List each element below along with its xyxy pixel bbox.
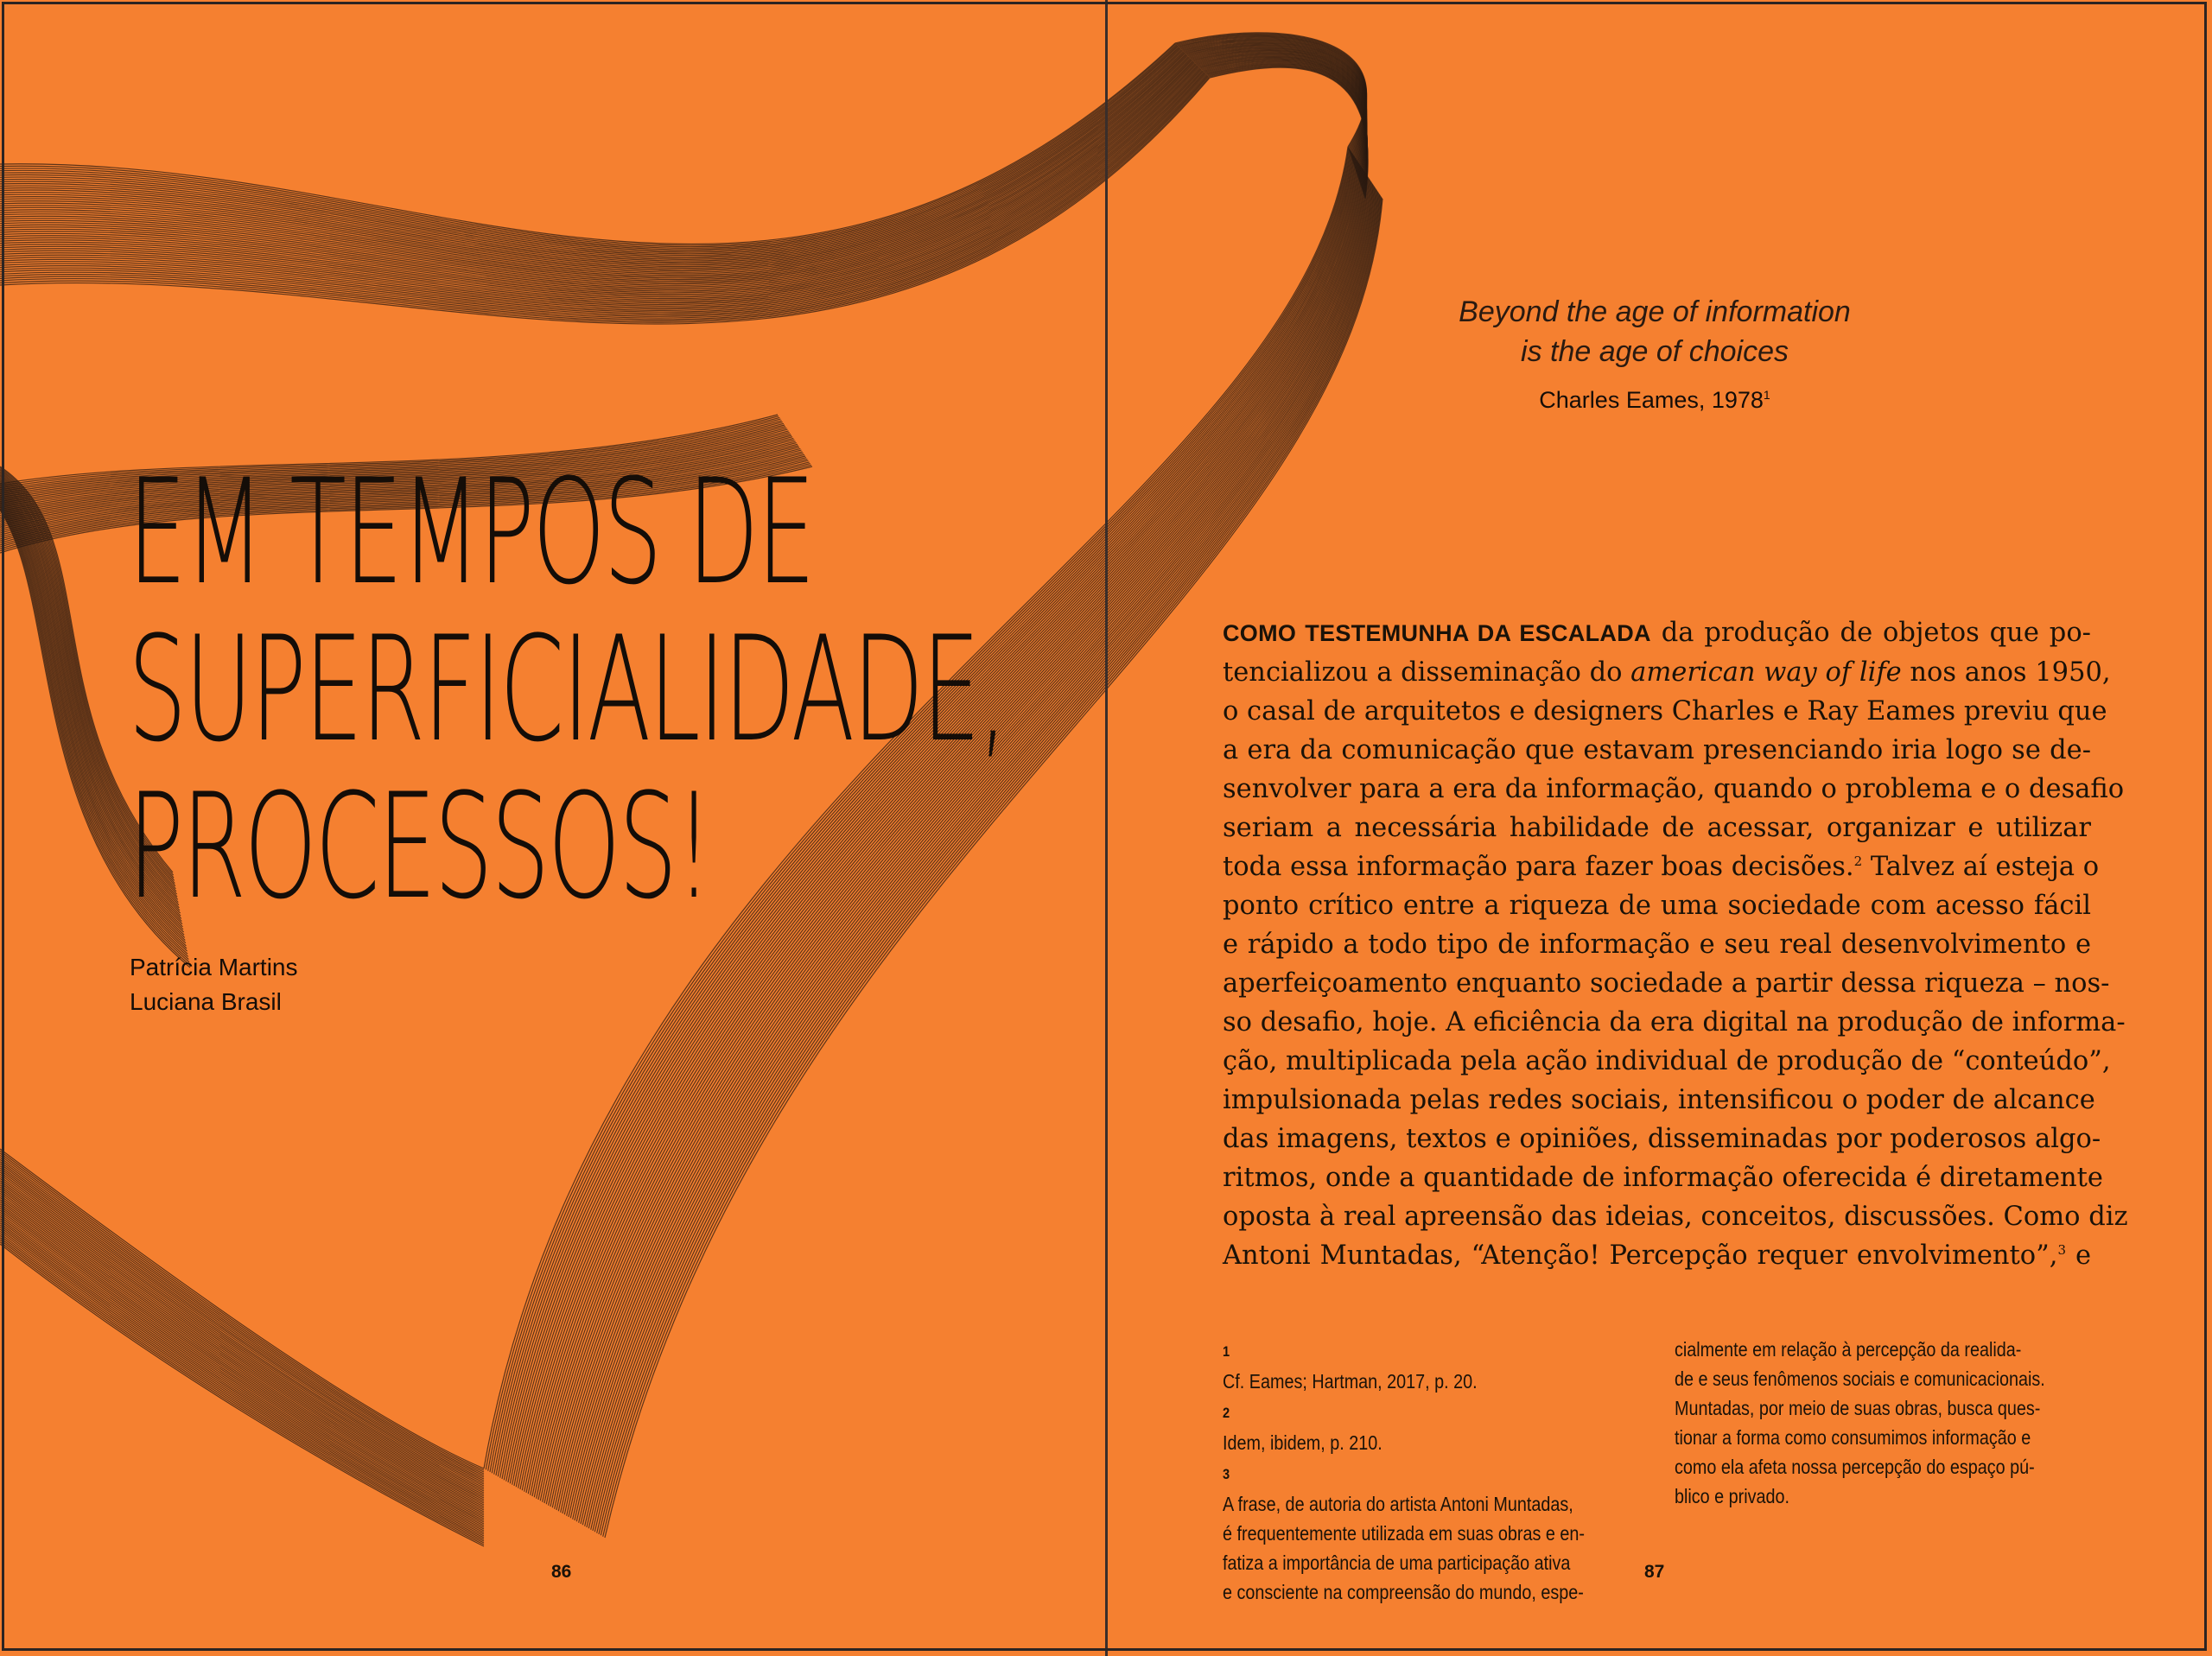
ribbon-stroke [0,54,1185,268]
article-title [128,447,1006,931]
body-line [1223,653,2111,692]
ribbon-upper-band [0,43,1210,324]
body-line: oposta à real apreensão das ideias, conceitos, discussões. Como diz [1223,1202,2128,1232]
page-number-left: 86 [551,1562,572,1582]
body-line: a era da comunicação que estavam presenciando iria logo se de- [1223,735,2091,765]
footnotes-column-2 [1675,1335,2046,1511]
footnote-ref: 3 [2057,1241,2066,1258]
body-line: ritmos, onde a quantidade de informação oferecida é diretamente [1223,1163,2103,1193]
footnote-text: Cf. Eames; Hartman, 2017, p. 20. [1223,1370,1478,1393]
body-line: o casal de arquitetos e designers Charles e Ray Eames previu que [1223,696,2107,726]
body-text-run: da produção de objetos que po- [1650,618,2091,648]
footnote-text: tionar a forma como consumimos informação e [1675,1426,2031,1449]
footnote [1223,1396,1594,1457]
footnote-text: e consciente na compreensão do mundo, espe- [1223,1581,1584,1603]
body-line: das imagens, textos e opiniões, disseminadas por poderosos algo- [1223,1124,2101,1154]
italic-phrase: american way of life [1630,657,1902,688]
ribbon-lower-band [0,1149,484,1546]
ribbon-stroke [0,1153,484,1472]
ribbon-stroke [0,1202,484,1512]
body-line [1223,847,2100,886]
footnote [1223,1335,1594,1396]
body-text-run: e [2066,1240,2091,1271]
footnote-text: cialmente em relação à percepção da realida- [1675,1338,2022,1361]
ribbon-stroke [1203,60,1367,188]
footnote-text: Idem, ibidem, p. 210. [1223,1431,1382,1454]
footnotes-column-1 [1223,1335,1594,1607]
footnote [1223,1457,1594,1519]
page-number-right: 87 [1644,1562,1665,1582]
footnote-text: como ela afeta nossa percepção do espaço pú- [1675,1456,2035,1478]
body-text-run: tencializou a disseminação do [1223,657,1631,688]
ribbon-stroke [1201,59,1367,186]
ribbon-stroke [1202,60,1367,187]
author-name: Patrícia Martins [130,954,298,980]
body-text-run: Antoni Muntadas, “Atenção! Percepção requer envolvimento”, [1223,1240,2058,1271]
body-line: senvolver para a era da informação, quando o problema e o desafio [1223,774,2125,804]
body-line [1223,1236,2091,1275]
epigraph [1331,292,1979,414]
epigraph-line: is the age of choices [1521,335,1789,368]
title-line: EM TEMPOS DE [128,447,814,617]
body-line: e rápido a todo tipo de informação e seu real desenvolvimento e [1223,930,2091,960]
footnote-text: é frequentemente utilizada em suas obras e en- [1223,1522,1585,1545]
footnote-text: A frase, de autoria do artista Antoni Muntadas, [1223,1493,1573,1515]
body-line: seriam a necessária habilidade de acessar, organizar e utilizar [1223,813,2091,843]
ribbon-stroke [1199,57,1367,183]
ribbon-stroke [1200,58,1367,185]
body-line [1223,613,2091,653]
ribbon-top-loop [1175,33,1368,199]
footnote-ref: 1 [1763,388,1770,402]
footnote-text: de e seus fenômenos sociais e comunicacionais. [1675,1367,2045,1390]
body-text-run: nos anos 1950, [1901,657,2111,688]
ribbon-stroke [1204,61,1367,189]
author-list [130,950,298,1019]
spine-gutter [1105,0,1108,1656]
epigraph-line: Beyond the age of information [1459,295,1851,328]
attribution-text: Charles Eames, 1978 [1539,387,1764,413]
body-line: so desafio, hoje. A eficiência da era digital na produção de informa- [1223,1007,2126,1037]
author-name: Luciana Brasil [130,988,282,1015]
lead-in: COMO TESTEMUNHA DA ESCALADA [1223,620,1651,646]
body-line: aperfeiçoamento enquanto sociedade a partir dessa riqueza – nos- [1223,968,2110,999]
ribbon-stroke [0,1149,484,1469]
footnote-number: 3 [1223,1466,1230,1482]
footnote-ref: 2 [1853,853,1863,869]
body-line: ponto crítico entre a riqueza de uma sociedade com acesso fácil [1223,891,2091,921]
title-line: PROCESSOS! [128,762,711,931]
footnote-number: 1 [1223,1343,1230,1360]
epigraph-attribution [1331,387,1979,414]
ribbon-stroke [1199,57,1367,183]
body-text-run: toda essa informação para fazer boas decisões. [1223,852,1854,882]
body-paragraph [1223,613,2128,1275]
footnote-text: blico e privado. [1675,1485,1790,1507]
footnote-number: 2 [1223,1405,1230,1421]
title-line: SUPERFICIALIDADE, [128,605,1006,774]
ribbon-stroke [0,46,1178,250]
footnote-text: Muntadas, por meio de suas obras, busca ques- [1675,1397,2041,1419]
body-line: ção, multiplicada pela ação individual de produção de “conteúdo”, [1223,1046,2111,1076]
body-text-run: Talvez aí esteja o [1862,852,2100,882]
epigraph-quote [1331,292,1979,371]
footnote-text: fatiza a importância de uma participação ativa [1223,1551,1571,1574]
ribbon-stroke [1205,62,1368,191]
body-line: impulsionada pelas redes sociais, intensificou o poder de alcance [1223,1085,2095,1115]
ribbon-stroke [0,45,1177,248]
ribbon-stroke [0,1151,484,1470]
